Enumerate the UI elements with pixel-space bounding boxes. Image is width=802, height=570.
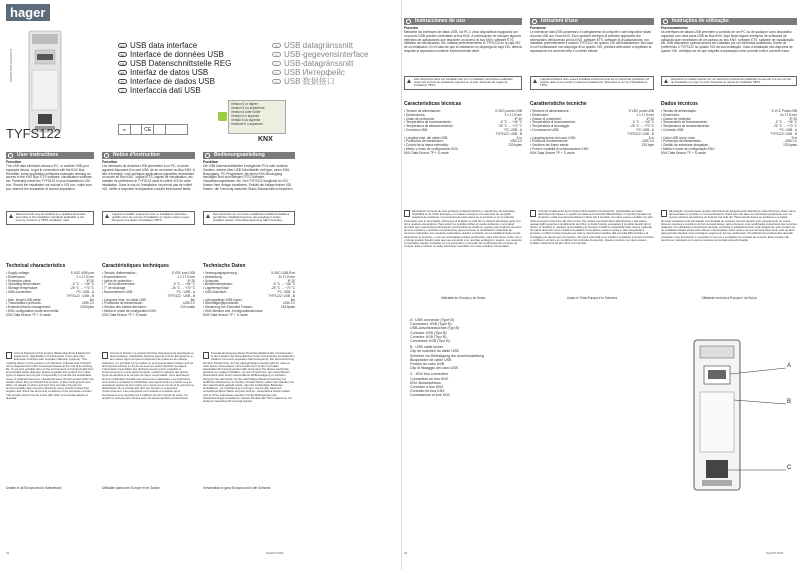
spec-row: • Temperatura de armazenamento: -25 °C → +70 °C xyxy=(661,124,797,129)
weee-bin-icon xyxy=(661,210,667,217)
warning-note-en: Electrical work may be installed by a qualified electrician according to the installation standards applicable in the country. Conform to TBTS installation rules. xyxy=(6,211,94,225)
spec-row: • KNX-Medium und -Konfigurationsmodus: xyxy=(203,308,263,313)
weee-icon xyxy=(154,125,166,134)
spec-row: KNX Data Secure TP + S-mode xyxy=(661,150,706,155)
product-code: TYFS122 xyxy=(6,126,61,141)
legend-a: A : USB connector (Type B) Connecteur USB (Type B) USB-Anschlussbuchse (Typ B) Conector USB (Tipo B) Conector USB (Tipo B) Connettore USB (Tipo B) xyxy=(410,318,460,344)
spec-row: • Temperatura de funcionamento: -5 °C → +45 °C xyxy=(661,120,797,125)
spec-row: • USB-Anschluß: PC: USB - A xyxy=(203,289,295,294)
book-icon xyxy=(205,153,210,158)
specs-fr xyxy=(102,272,195,318)
spec-row: TYFS122: USB - B xyxy=(495,131,522,136)
spec-row: • Extended frame management: 233 bytes xyxy=(6,305,94,310)
doc-code-right: 6LE007151B xyxy=(766,551,784,555)
usable-it: Usato in Tutta Europa e in Svizzera xyxy=(567,296,617,300)
device-diagram xyxy=(690,330,794,500)
disposal-fr: Comment éliminer ce produit (déchets d'équipements électriques et électroniques). (Applicable dans les pays de l'Union Européenne et aux autres pays européens disposant de systèmes de collecte sélective). Ce symbole sur le produit ou sa documentation indique qu'il ne doit pas être éliminé en fin de vie avec les autres déchets ménagers. L'élimination incontrôlée des déchets pouvant porter préjudice à l'environnement ou à la santé humaine, veuillez le séparer des autres types de déchets et le recycler de façon responsable. Vous favoriserez ainsi la réutilisation durable des ressources matérielles. Les particuliers sont invités à contacter le distributeur leur ayant vendu le produit ou à se renseigner auprès de leur mairie pour savoir où et comment ils peuvent se débarrasser de ce produit afin qu'il soit recyclé en respectant l'environnement. Les entreprises sont invitées à contacter leurs fournisseurs et à consulter les conditions de leur contrat de vente. Ce produit ne doit pas être éliminé avec les autres déchets commerciaux. xyxy=(102,351,195,400)
spec-row: • Gestion des trames étendues : 233 octets xyxy=(102,305,195,310)
legend-c: C : KNX bus connection Connection au bus KNX KNX-Busanschluss Conexión a bus KNX Conexão do bus KNX Connessione al bus KNX xyxy=(410,372,450,398)
legend-b: B : USB cable locker Clip de maintien du câble USB Schieber zur Befestigung der Anschlussleitung Bloqueador de cable USB Fixador do cabo USB Clip di fissaggio del cavo USB xyxy=(410,345,485,371)
tech-title-de: Technische Daten xyxy=(203,263,246,269)
spec-row: KNX Data Secure TP + S-mode xyxy=(102,312,147,317)
language-list xyxy=(118,41,268,95)
doc-code-left: 6LE007151B xyxy=(266,551,284,555)
spec-row: TYFS122: USB - B xyxy=(627,131,654,136)
function-de: Funktion Die USB Datenschnittstellen ermöglichen PCs oder anderen Geräten, welche über USB Schnittstelle verfügen, einen KNX-Buszugang. PC-Programme, die einen KNX-Buszugang benötigen sind zum Beispiel: ETS Software, Visualisierungsoftware, etc. Den TYFS122 möglichst im VDI-Kasten Ihrer Anlage installieren. Enthält die Anlage keinen VDI-Kasten, die Trennung zwischen Stark-/Schwachstrom beachten. xyxy=(203,160,294,191)
spec-row: • Gestione dei frame estesi: 233 byte xyxy=(530,143,654,148)
specs-es xyxy=(404,110,522,156)
function-fr: Fonction Les interfaces de données USB permettent à un PC, ou autre appareil disposant d'un port USB, de se connecter au Bus KNX. A titre d'exemple, voici quelques applications logicielles nécessitant un accès au Bus KNX : logiciel ETS, logiciel de visualisation, etc. Installer de préférence le TYFS122 dans le coffret VDI de votre installation. Dans le cas où l'installation ne prévoit pas de coffret VDI, veiller à respecter la séparation courant fort/courant faible. xyxy=(102,160,195,191)
section-header-de: Bedienungsanleitung xyxy=(203,152,295,159)
spec-row: • Tensión de alimentación: 5 VDC puerto USB xyxy=(404,109,522,113)
spec-row: • Cabo USB comp. máx: 5 m xyxy=(661,135,797,140)
spec-row: • Lunghezza max del cavo USB: 5 m xyxy=(530,135,654,140)
specs-de xyxy=(203,272,295,318)
warning-icon xyxy=(533,79,537,83)
tech-title-es: Características técnicas xyxy=(404,101,462,107)
spec-row: • KNX configuration mode and media: xyxy=(6,308,60,313)
version-box xyxy=(228,100,286,134)
spec-row: • Dimensiones: 2 x 17,5 mm xyxy=(404,112,522,117)
version-line: Versão 5 ou superior xyxy=(231,118,261,122)
section-header-en: User instructions xyxy=(6,152,94,159)
spec-row: • Longueur max. du câble USB : 5m xyxy=(102,297,195,302)
version-line: Versione 5 o superiore xyxy=(231,122,263,126)
spec-row: • Protocoles de transmission : USB 2.0 xyxy=(102,301,195,306)
spec-row: • Tension d'alimentation : 5 VDC port USB xyxy=(102,271,195,275)
spec-row: • Transmission protocols: USB 2.0 xyxy=(6,301,94,306)
spec-row: • Temperatura di stoccaggio: -25 °C → +70 °C xyxy=(530,124,654,129)
specs-pt xyxy=(661,110,797,156)
page-number-left: 01 xyxy=(6,551,10,555)
warning-note-es: Este dispositivo debe ser instalado sólo por un instalador electricista cualificado según las normas de instalación vigentes en el país. Respetar las reglas de instalación TBTS. xyxy=(404,76,522,90)
spec-row: • Max. length USB cable: 5m xyxy=(6,297,94,302)
function-it: Funzione Le interfacce dati USB consentono il collegamento di computer o altri dispositivi dotati di porta USB con il bus KNX. Ecco qualche esempio di software applicativi che necessitano dell'accesso al bus KNX: software ETS, software di visualizzazione, ecc. Installare preferibilmente il modulo TYFS122 nel quadro VDI dell'installazione. Nel caso in cui l'installazione non disponga di un quadro VDI, prestare attenzione a rispettare la separazione tra corrente forte e corrente debole. xyxy=(530,26,654,53)
spec-row: • Versorgungsspannung : 5 VDC USB-Port xyxy=(203,271,295,275)
lang-nl: NL USB datagränssnitt xyxy=(272,41,392,50)
lang-en: EN USB data interface xyxy=(118,41,268,50)
usable-es: Utilizable en Europa y en Suiza xyxy=(440,296,486,300)
spec-row: TYFS122 : USB - B xyxy=(66,293,94,298)
spec-row: • T° de stockage : -25 °C → +70 °C xyxy=(102,286,195,291)
spec-row: • T° de fonctionnement : -5 °C → +45 °C xyxy=(102,282,195,287)
spec-row: • Betriebstemperatur: -5 °C → +45 °C xyxy=(203,282,295,287)
spec-row: • Storage temperature: -25 °C → +70 °C xyxy=(6,286,94,291)
spec-row: • Supply voltage: 5 VDC USB port xyxy=(6,271,94,275)
spec-row: • Dimensioni: 2 x 17,5 mm xyxy=(530,112,654,117)
spec-row: • Leitungslänge USB-Kabel: 5m xyxy=(203,297,295,302)
function-en: Function The USB data interfaces allows a PC, or another USB-port equipped device, to get in connection with the KNX Bus. Hereafter, some application softwares examples needing an access to the KNX Bus: ETS software, visualisation software, etc. Preferably install the TYFS122 in your installation's VDI box. Should the installation not include a VDI box, make sure you observe the separation of current separation. xyxy=(6,160,93,191)
spec-row: • Tensione di alimentazione: 5 VDC porta USB xyxy=(530,109,654,113)
spec-row: • Abmessung: 2x 17,5 mm xyxy=(203,274,295,279)
spec-row: • USB-connection: PC: USB - A xyxy=(6,289,94,294)
usable-de: Verwendbar in ganz Europa und in der Schweiz xyxy=(203,486,271,490)
disposal-en: Correct Disposal of this product (Waste Electrical & Electronic Equipment). (Applicable in the European Union and other European countries with separate collection systems). This marking shown on the product or its literature indicates that it should not be disposed with other household wastes at the end of its working life. To prevent possible harm to the environment or human health from uncontrolled waste disposal, please separate this product from other types of wastes and recycle it responsibly to promote the sustainable reuse of material resources. Household users should contact either the retailer where they purchased this product, or their local government office, for details of where and how they can take this item for environmentally safe recycling. Business users should contact their supplier and check the terms and conditions of the purchase contract. This product should not be mixed with other commercial wastes of disposal. xyxy=(6,351,94,400)
spec-row: • Clase de protección: IP 20 xyxy=(404,116,522,121)
usable-pt: Utilizável em toda a Europa e na Suíça xyxy=(701,296,757,300)
spec-row: • Media et mode de configuration KNX : xyxy=(102,308,158,313)
warning-note-pt: Dispositivo a instalar apenas por um eletricista profissional qualificado de acordo com as normas de instalação em vigor no país. Respeitar as regras de instalação SBTS. xyxy=(661,76,797,86)
spec-row: • Temperatura de funcionamiento: -5 °C → +45 °C xyxy=(404,120,522,125)
spec-row: • Protocolos de transmisión: USB 2.0 xyxy=(404,139,522,144)
version-line: Versión 5 o superior xyxy=(231,114,260,118)
ip20-icon: TP xyxy=(119,125,131,134)
spec-row: • Tensão de alimentação: 5 VCC Porta USB xyxy=(661,109,797,113)
section-header-fr: Notice d'instruction xyxy=(102,152,195,159)
warning-note-de: Das Gerät darf nur von einem qualifizierten Elektroinstallateur gemäß den Installationsnormen des jeweiligen Landes installiert werden. Schutzkleinspannung SELV beachten. xyxy=(203,211,295,225)
spec-row: • Steuerung von Extended Frames: 233 Bytes xyxy=(203,305,295,310)
disposal-de: Korrekte Entsorgung dieses Produkts (Elektromüll). (Anzuwenden in den Ländern der Europäischen Union und anderen europäischen Ländern mit einem separaten Sammelsystem). Die Kennzeichnung auf dem Produkt bzw. auf der dazugehörigen Literatur gibt an, dass es nach seiner Lebensdauer nicht zusammen mit dem normalen Haushaltsmüll entsorgt werden darf. Entsorgen Sie dieses Gerät bitte getrennt von anderen Abfällen, um der Umwelt bzw. der menschlichen Gesundheit nicht durch unkontrollierte Müllbeseitigung zu schaden. Recyceln Sie das Gerät, um die nachhaltige Wiederverwertung von stofflichen Ressourcen zu fördern. Private Nutzer sollten den Händler, bei dem das Produkt gekauft wurde, oder die zuständigen Behörden kontaktieren, um in Erfahrung zu bringen, wie sie das Gerät auf umweltfreundliche Weise recyceln können. Gewerbliche Nutzer sollten sich an Ihren Lieferanten wenden und die Bedingungen des Verkaufsvertrags konsultieren. Dieses Produkt darf nicht zusammen mit anderem Gewerbemüll entsorgt werden. xyxy=(203,351,295,404)
knx-logo: KNX xyxy=(258,136,273,143)
version-line: Version 5 or higher xyxy=(231,102,258,106)
spec-row: • Protocolli di trasmissione: USB 2.0 xyxy=(530,139,654,144)
tech-title-pt: Dados técnicos xyxy=(661,101,698,107)
lang-de: DE USB Datenschnittstelle REG xyxy=(118,59,268,68)
spec-row: • Gestão de estruturas alargadas: 233 bytes xyxy=(661,143,797,148)
ce-mark-icon: CE xyxy=(142,125,154,134)
spec-row: TYFS122: USB - B xyxy=(268,293,295,298)
tech-title-fr: Caractéristiques techniques xyxy=(102,263,169,269)
product-image xyxy=(28,28,62,134)
lang-it: IT Interfaccia dati USB xyxy=(118,86,268,95)
warning-icon xyxy=(9,214,13,218)
spec-row: • Dimensões: 2x 17,5 mm xyxy=(661,112,797,117)
spec-row: • Operating temperature: -5 °C → +45 °C xyxy=(6,282,94,287)
section-header-it: Istruzioni d'uso xyxy=(530,18,654,25)
warning-icon xyxy=(206,214,210,218)
lang-zh: ZH USB 数据接口 xyxy=(272,77,392,86)
spec-row: • Medio y modo de configuración KNX: xyxy=(404,146,459,151)
lang-pt: PT Interface de dados USB xyxy=(118,77,268,86)
diagram-label-c: C xyxy=(787,465,792,471)
weee-bin-icon xyxy=(102,352,108,359)
spec-row: • Média e modo de configuração KNX: xyxy=(661,146,716,151)
spec-row: • Conexão USB: PC: USB - A xyxy=(661,127,797,132)
spec-row: • Conexión USB: PC: USB - A xyxy=(404,127,522,132)
spec-row: • Protection class: IP 20 xyxy=(6,278,94,283)
weee-bin-icon xyxy=(404,210,410,217)
warning-icon xyxy=(664,79,668,83)
spec-row: • Indice de protection : IP 20 xyxy=(102,278,195,283)
book-icon xyxy=(663,19,668,24)
spec-row: • Protocolos de transmissão: USB 2.0 xyxy=(661,139,797,144)
lang-fr: FR Interface de données USB xyxy=(118,50,268,59)
doc-code-vertical: 6LE007151B 6LE002771 xyxy=(9,48,13,82)
usable-en: Usable in all Europe and in Switzerland xyxy=(6,486,62,490)
legend xyxy=(410,318,550,398)
page-divider xyxy=(401,0,402,570)
lang-fi: FI USB-datagränssnitt xyxy=(272,59,392,68)
function-pt: Funcionamento As interfaces de dados USB permitem a conexão de um PC ou de qualquer outro dispositivo equipado com uma porta USB ao Bus KNX. Aqui ficam alguns exemplos de softwares de aplicação que necessitam de um acesso ao bus KNX: software ETS, software de visualização, etc. Este dispositivo apenas deverá ser instalado por um eletricista qualificado. Monte de preferência o TYFS122 no quadro VDI da sua instalação. Caso a instalação não disponha de quadro VDI, certifique-se de que respeita a separação entre corrente forte e corrente fraca. xyxy=(661,26,795,53)
section-header-pt: Instruções de utilização xyxy=(661,18,797,25)
tech-title-it: Caratteristiche tecniche xyxy=(530,101,587,107)
spec-row: • Porta e modalità di comunicazione KNX: xyxy=(530,146,590,151)
spec-row: • Longitud máx. del cable USB: 5 m xyxy=(404,135,522,140)
spec-row: • Control de la trama extendida: 233 bytes xyxy=(404,143,522,148)
spec-row: • Temperatura di funzionamento: -5 °C → +45 °C xyxy=(530,120,654,125)
warning-icon xyxy=(407,79,411,83)
diagram-label-b: B xyxy=(787,399,792,405)
ets-icon xyxy=(218,112,227,121)
version-line: Version 5 ou supérieure xyxy=(231,106,265,110)
hager-logo: hager xyxy=(6,4,50,21)
spec-row: • Lagertemperatur: -25 °C → +70 °C xyxy=(203,286,295,291)
spec-row: KNX Data Secure TP + S-mode xyxy=(203,312,248,317)
language-list-gray xyxy=(272,41,392,86)
lang-ru: RU USB Интерфейс xyxy=(272,68,392,77)
weee-bin-icon xyxy=(6,352,12,359)
disposal-it: Corretto smaltimento del prodotto (rifiuti elettrici ed elettronici). (Applicabile nei paesi dell'Unione Europea e in quelli con sistema di raccolta differenziata). Il marchio riportato sul prodotto o sulla sua documentazione indica che il prodotto non deve essere smaltito con altri rifiuti domestici al termine del ciclo di vita. Per evitare eventuali danni all'ambiente o alla salute causati dall'inopportuno smaltimento dei rifiuti, si invita l'utente a separare il prodotto da altri tipi di rifiuti e di riciclarlo in maniera responsabile per favorire il riutilizzo sostenibile delle risorse materiali. Gli utenti domestici sono invitati a contattare il rivenditore presso il quale è stato acquistato il prodotto o l'ufficio locale preposto per tutte le informazioni relative alla raccolta differenziata e al riciclaggio per questo tipo di prodotto. Gli utenti aziendali sono invitati a contattare il proprio fornitore e verificare i termini e le condizioni del contratto di acquisto. Questo prodotto non deve essere smaltito unitamente ad altri rifiuti commerciali. xyxy=(530,209,654,246)
spec-row: • Übertragungsprotokolle: USB 2.0 xyxy=(203,301,295,306)
disposal-es: Eliminación correcta de este producto (material eléctrico y electrónico de descarte). (Aplicable en la Unión Europea y en países europeos con sistemas de recogida selectiva de residuos). La presencia de esta marca en el producto o en el material informativo que lo acompaña, indica que al finalizar su vida útil no deberá eliminarse junto con otros residuos domésticos. Para evitar los posibles daños al medio ambiente o a la salud humana que representa la eliminación incontrolada de residuos, separe este producto de otros tipos de residuos y recíclelo correctamente para promover la reutilización sostenible de recursos materiales. Los usuarios particulares pueden contactar con el establecimiento donde adquirieron el producto, o con las autoridades locales pertinentes, para informarse sobre cómo y dónde pueden llevarlo para que sea sometido a un reciclaje ecológico y seguro. Los usuarios comerciales pueden contactar con su proveedor y consultar las condiciones del contrato de compra. Este producto no debe eliminarse mezclado con otros residuos comerciales. xyxy=(404,209,522,249)
spec-row: • Raccordement USB : PC : USB - A xyxy=(102,289,195,294)
lang-es: ES Interfaz de datos USB xyxy=(118,68,268,77)
page-number-right: 02 xyxy=(404,551,408,555)
din-rail-icon xyxy=(131,125,143,134)
feature-icons xyxy=(118,124,188,135)
spec-row: • Encombrement : 2 x 17,5 mm xyxy=(102,274,195,279)
spec-row: • Classe de proteção: IP 20 xyxy=(661,116,797,121)
tech-title-en: Technical characteristics xyxy=(6,263,66,269)
sec-icon xyxy=(166,125,187,134)
spec-row: TYFS122 : USB - B xyxy=(167,293,195,298)
spec-row: TYFS122: USB - B xyxy=(770,131,797,136)
spec-row: KNX Data Secure TP + S-mode xyxy=(530,150,575,155)
disposal-pt: Eliminação correcta deste produto (Resíduos de Equipamentos Eléctricos e Electrónicos). Esta marca, apresentada no produto ou na sua literatura, indica que não deve ser eliminado juntamente com os outros resíduos domésticos no final da sua vida útil. Para impedir danos ao ambiente e à saúde humana causados pela eliminação incontrolada de resíduos deverá separar este equipamento de outros tipos de resíduos e reciclá-lo de forma responsável, para promover uma reutilização sustentável dos recursos materiais. Os utilizadores domésticos deverão contactar o estabelecimento onde adquiriram este produto ou as entidades oficiais locais para obterem informações sobre onde e de que forma podem levar este produto para permitir efectuar uma reciclagem segura em termos ambientais. Os utilizadores profissionais deverão contactar o seu fornecedor e consultar os termos e condições do contrato de compra. Este produto não deverá ser misturado com outros resíduos comerciais para eliminação. xyxy=(661,209,797,242)
section-header-es: Instrucciones de uso xyxy=(404,18,522,25)
diagram-label-a: A xyxy=(787,363,792,369)
weee-bin-icon xyxy=(530,210,536,217)
spec-row: • Classe di protezione: IP 20 xyxy=(530,116,654,121)
warning-note-fr: Appareil à installer uniquement par un installateur électricien qualifié selon les normes d'installation en vigueur dans le pays. Respecter les règles d'installation TBTS. xyxy=(102,211,195,225)
book-icon xyxy=(8,153,13,158)
specs-it xyxy=(530,110,654,156)
warning-note-it: L'apparecchiatura deve essere installata esclusivamente da un elettricista qualificato nel rispetto delle norme locali in materia d'installazione. Rispettare le norme d'installazione TBTS. xyxy=(530,76,654,90)
spec-row: KNX Data Secure TP + S-mode xyxy=(404,150,449,155)
function-es: Función Mediante las interfaces de datos USB, los PC u otros dispositivos equipados con un puerto USB pueden conectarse al bus KNX. A continuación se incluyen algunos ejemplos de aplicaciones que requieren un acceso al bus KNX: software ETS, software de visualización, etc. Instalar preferentemente el TYFS122 en la caja VDI de su instalación. En el caso de que la instalación no disponga de caja VDI, deberá respetar la separación corriente fuerte/corriente débil. xyxy=(404,26,522,53)
warning-icon xyxy=(105,214,109,218)
spec-row: • Dimensions: 2 x 17,5 mm xyxy=(6,274,94,279)
lang-sv: SV USB-gegevensinterface xyxy=(272,50,392,59)
specs-en xyxy=(6,272,94,318)
book-icon xyxy=(406,19,411,24)
book-icon xyxy=(532,19,537,24)
spec-row: • Connessione USB: PC: USB - A xyxy=(530,127,654,132)
spec-row: • Schutzart: IP 20 xyxy=(203,278,295,283)
spec-row: • Temperatura de almacenamiento: -25 °C → +70 °C xyxy=(404,124,522,129)
spec-row: KNX Data Secure TP + S-mode xyxy=(6,312,51,317)
book-icon xyxy=(104,153,109,158)
weee-bin-icon xyxy=(203,352,209,359)
usable-fr: Utilisable partout en Europe et en Suisse xyxy=(102,486,160,490)
version-line: Version 5 oder höher xyxy=(231,110,261,114)
